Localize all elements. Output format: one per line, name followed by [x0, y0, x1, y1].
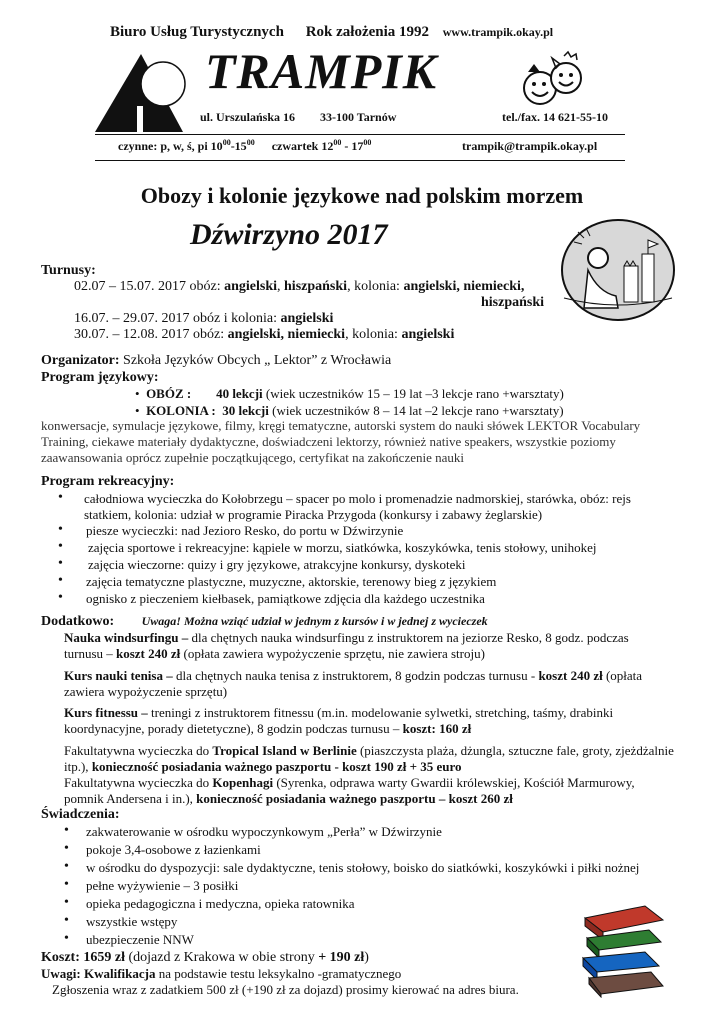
turnus-row-2 — [74, 310, 333, 327]
notes-text: na podstawie testu leksykalno -gramatycznego — [155, 966, 402, 981]
extra-place: Kopenhagi — [212, 775, 274, 790]
extra-text: (piaszczysta plaża, dżungla, sztuczne fale, groty, zjeżdżalnie itp.), — [64, 743, 674, 774]
extra-text: dla chętnych nauka tenisa z instruktorem, 8 godzin podczas turnusu - — [172, 668, 539, 683]
street: ul. Urszulańska 16 — [200, 110, 296, 124]
turnus-sep: , — [277, 279, 285, 294]
turnus-lang: angielski — [280, 311, 334, 326]
bullet: • — [58, 490, 63, 505]
turnus-sep: , kolonia: — [347, 279, 404, 294]
cost-line — [41, 949, 369, 966]
kids-faces-icon — [520, 50, 590, 110]
extra-cost: konieczność posiadania ważnego paszportu - koszt 190 zł + 35 euro — [91, 759, 462, 774]
extra-tail: (opłata zawiera wypożyczenie sprzętu) — [64, 668, 643, 699]
organizer-line — [41, 352, 391, 369]
website-link[interactable]: www.trampik.okay.pl — [442, 25, 554, 39]
program-rec-text: : kąpiele w morzu, siatkówka, koszykówka, tenis stołowy, unihokej — [245, 540, 597, 555]
program-rec-lead: zajęcia sportowe i rekreacyjne — [88, 540, 246, 555]
phone-fax: tel./fax. 14 621-55-10 — [502, 110, 608, 124]
program-lang-item-kolonia — [135, 403, 564, 419]
extras-header — [41, 613, 488, 630]
extra-pre: Fakultatywna wycieczka do — [64, 743, 213, 758]
bullet: • — [58, 556, 63, 571]
extra-text: treningi z instruktorem fitnessu (m.in. modelowanie sylwetki, stretching, taśmy, drabinki koordynacyjne, porady dietetyczne), 8 godzin podczas turnusu – — [64, 705, 614, 736]
extra-tail: (opłata zawiera wypożyczenie sprzętu, nie zawiera stroju) — [180, 646, 485, 661]
program-rec-item: ognisko z pieczeniem kiełbasek, pamiątkowe zdjęcia dla każdego uczestnika — [86, 591, 485, 606]
divider-top — [95, 134, 625, 135]
extra-fitness — [64, 705, 670, 737]
program-rec-item — [88, 557, 465, 573]
extra-pre: Fakultatywna wycieczka do — [64, 775, 213, 790]
program-rec-item — [88, 540, 597, 556]
page-subtitle: Dźwirzyno 2017 — [190, 218, 388, 251]
program-rec-label: Program rekreacyjny: — [41, 474, 175, 489]
bullet: • — [64, 913, 69, 928]
benefit-item: opieka pedagogiczna i medyczna, opieka ratownika — [86, 896, 355, 911]
program-lang-item-oboz — [135, 386, 564, 402]
extra-trip-berlin — [64, 743, 676, 775]
turnus-lang: angielski — [224, 279, 278, 294]
turnus-lang: angielski — [401, 327, 455, 342]
organizer-value: Szkoła Języków Obcych „ Lektor” z Wrocławia — [119, 353, 392, 368]
extra-cost: koszt 240 zł — [116, 646, 181, 661]
program-lang-label: Program językowy: — [41, 370, 159, 385]
bullet: • — [58, 590, 63, 605]
turnus-dates: 30.07. – 12.08. 2017 obóz: — [74, 327, 228, 342]
founded-text: Rok założenia 1992 — [305, 24, 430, 40]
program-rec-lead: zajęcia wieczorne — [88, 557, 181, 572]
cost-text: (dojazd z Krakowa w obie strony — [124, 950, 319, 965]
bullet: • — [64, 841, 69, 856]
program-lang-name: OBÓZ : — [146, 386, 192, 401]
turnus-row-1 — [74, 278, 550, 295]
program-lang-lessons: 30 lekcji — [222, 403, 269, 418]
benefit-item: zakwaterowanie w ośrodku wypoczynkowym „Perła” w Dźwirzynie — [86, 824, 442, 839]
benefit-item: wszystkie wstępy — [86, 914, 178, 929]
turnus-dates: 16.07. – 29.07. 2017 obóz i kolonia: — [74, 311, 281, 326]
sandcastle-kid-icon — [558, 212, 678, 332]
turnus-row-1-cont: hiszpański — [481, 295, 545, 310]
bullet: • — [135, 403, 147, 418]
hours-sup: 00 — [246, 138, 255, 147]
turnus-row-3 — [74, 326, 454, 343]
brand-name: TRAMPIK — [205, 43, 438, 99]
extra-windsurfing — [64, 630, 664, 662]
hours-weekdays: czynne: p, w, ś, pi 10 — [118, 139, 223, 153]
opening-hours — [118, 139, 371, 154]
benefit-item: w ośrodku do dyspozycji: sale dydaktyczne, tenis stołowy, boisko do siatkówki, koszykówki i piłki nożnej — [86, 860, 640, 875]
extra-text: (Syrenka, odprawa warty Gwardii królewskiej, Kościół Marmurowy, pomnik Andersena i in.), — [64, 775, 635, 806]
turnus-dates: 02.07 – 15.07. 2017 obóz: — [74, 279, 225, 294]
notes-label: Uwagi: — [41, 966, 81, 981]
extra-cost: konieczność posiadania ważnego paszportu – koszt 260 zł — [196, 791, 513, 806]
benefit-item: pokoje 3,4-osobowe z łazienkami — [86, 842, 261, 857]
program-rec-item: zajęcia tematyczne plastyczne, muzyczne, aktorskie, terenowy bieg z językiem — [86, 574, 497, 589]
turnus-lang: angielski, niemiecki, — [403, 279, 525, 294]
hours-thursday: czwartek 12 — [271, 139, 334, 153]
program-rec-text: : quizy i gry językowe, atrakcyjne konkursy, dyskoteki — [180, 557, 466, 572]
bullet: • — [135, 386, 147, 401]
hours-sup: 00 — [333, 138, 342, 147]
program-lang-paragraph: konwersacje, symulacje językowe, filmy, kręgi tematyczne, autorski system do nauki słówek LEKTOR Vocabulary Training, ciekawe materiały dydaktyczne, doświadczeni lektorzy, również native speakers, wszystkie poziomy zaawansowania oprócz zupełnie początkującego, certyfikat na zakończenie nauki — [41, 418, 641, 465]
extra-name: Kurs nauki tenisa – — [64, 668, 173, 683]
bullet: • — [64, 931, 69, 946]
divider-bottom — [95, 160, 625, 161]
hours-sup: 00 — [222, 138, 231, 147]
cost-close: ) — [364, 950, 369, 965]
extra-place: Tropical Island w Berlinie — [212, 743, 357, 758]
extra-name: Nauka windsurfingu – — [64, 630, 189, 645]
benefit-item: ubezpieczenie NNW — [86, 932, 194, 947]
turnusy-label: Turnusy: — [41, 263, 96, 278]
benefit-item: pełne wyżywienie – 3 posiłki — [86, 878, 239, 893]
hours-sup: 00 — [363, 138, 372, 147]
extras-label: Dodatkowo: — [41, 614, 115, 629]
bullet: • — [58, 539, 63, 554]
program-rec-item: całodniowa wycieczka do Kołobrzegu – spacer po molo i promenadzie nadmorskiej, starówka, obóz: rejs statkiem, kolonia: udział w programie Piracka Przygoda (konkursy i zabawy żeglarskie) — [84, 491, 631, 522]
hours-mid: -15 — [230, 139, 247, 153]
extra-tennis — [64, 668, 684, 700]
extra-cost: koszt: 160 zł — [402, 721, 472, 736]
postcode-city: 33-100 Tarnów — [320, 110, 397, 124]
program-lang-lessons: 40 lekcji — [216, 386, 263, 401]
bullet: • — [64, 859, 69, 874]
program-rec-item: piesze wycieczki: nad Jezioro Resko, do portu w Dźwirzynie — [86, 523, 404, 538]
notes-line — [41, 966, 401, 982]
books-stack-icon — [575, 898, 670, 998]
turnus-sep: , kolonia: — [345, 327, 402, 342]
extra-text: dla chętnych nauka windsurfingu z instruktorem na jeziorze Resko, 8 godz. podczas turnusu – — [64, 630, 629, 661]
extra-trip-copenhagen — [64, 775, 676, 807]
extras-note: Uwaga! Można wziąć udział w jednym z kursów i w jednej z wycieczek — [141, 614, 488, 628]
organizer-label: Organizator: — [41, 353, 120, 368]
extra-name: Kurs fitnessu – — [64, 705, 148, 720]
turnus-lang: hiszpański — [284, 279, 348, 294]
bullet: • — [58, 573, 63, 588]
bullet: • — [64, 895, 69, 910]
signup-line: Zgłoszenia wraz z zadatkiem 500 zł (+190 zł za dojazd) prosimy kierować na adres biura. — [52, 982, 519, 997]
hours-mid: - 17 — [341, 139, 364, 153]
bullet: • — [64, 877, 69, 892]
program-lang-desc: (wiek uczestników 15 – 19 lat –3 lekcje rano +warsztaty) — [262, 386, 564, 401]
benefits-label: Świadczenia: — [41, 807, 120, 822]
cost-extra: + 190 zł — [318, 950, 365, 965]
program-lang-name: KOLONIA : — [146, 403, 216, 418]
program-lang-desc: (wiek uczestników 8 – 14 lat –2 lekcje rano +warsztaty) — [268, 403, 564, 418]
bullet: • — [58, 522, 63, 537]
email-link[interactable]: trampik@trampik.okay.pl — [462, 139, 598, 153]
cost-label: Koszt: 1659 zł — [41, 950, 125, 965]
bullet: • — [64, 823, 69, 838]
address-line — [200, 110, 418, 125]
turnus-lang: angielski, niemiecki — [227, 327, 346, 342]
office-name: Biuro Usług Turystycznych — [110, 24, 284, 40]
logo-triangle-icon — [95, 48, 195, 134]
header-office-line — [110, 24, 553, 41]
notes-qual: Kwalifikacja — [80, 966, 156, 981]
extra-cost: koszt 240 zł — [538, 668, 603, 683]
page-title: Obozy i kolonie językowe nad polskim morzem — [140, 183, 584, 208]
